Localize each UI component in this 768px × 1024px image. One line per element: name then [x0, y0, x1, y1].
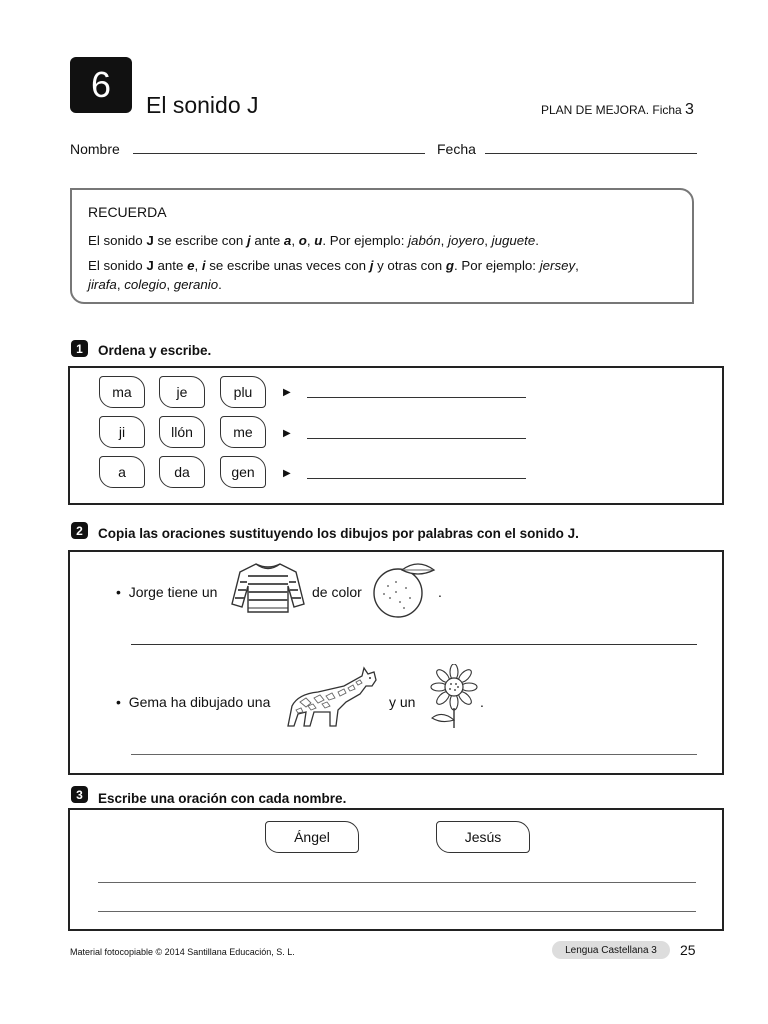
fecha-label: Fecha [437, 141, 476, 157]
page-title: El sonido J [146, 92, 259, 118]
syllable-card: je [159, 376, 205, 408]
t: jabón [408, 233, 441, 248]
unit-number: 6 [90, 64, 112, 105]
exercise-2-title: Copia las oraciones sustituyendo los dibujos por palabras con el sonido J. [98, 526, 579, 541]
unit-number-badge [70, 57, 132, 113]
syllable-card: me [220, 416, 266, 448]
t: , [291, 233, 299, 248]
recuerda-title: RECUERDA [88, 204, 167, 220]
subject-badge: Lengua Castellana 3 [552, 941, 670, 959]
t: se escribe con [153, 233, 247, 248]
name-card-angel: Ángel [265, 821, 359, 853]
t: , [166, 277, 174, 292]
answer-line[interactable] [98, 882, 696, 883]
t: . Por ejemplo: [453, 258, 540, 273]
exercise-2-number: 2 [71, 522, 88, 539]
answer-line[interactable] [98, 911, 696, 912]
sentence-2-part-a: Gema ha dibujado una [128, 694, 271, 710]
t: ante [250, 233, 284, 248]
nombre-line[interactable] [133, 153, 425, 154]
t: jersey [539, 258, 576, 273]
exercise-3-frame [68, 808, 724, 931]
t: joyero [448, 233, 485, 248]
syllable-card: da [159, 456, 205, 488]
t: o [298, 233, 307, 248]
t: , [306, 233, 315, 248]
t: a [283, 233, 292, 248]
answer-line[interactable] [307, 397, 526, 398]
syllable-card: gen [220, 456, 266, 488]
t: y otras con [373, 258, 446, 273]
t: e [187, 258, 195, 273]
t: j [246, 233, 251, 248]
exercise-1-number: 1 [71, 340, 88, 357]
syllable-card: llón [159, 416, 205, 448]
t: j [369, 258, 374, 273]
t: jirafa [88, 277, 117, 292]
sentence-1-part-c: . [438, 584, 442, 600]
t: colegio [124, 277, 167, 292]
exercise-3-number: 3 [71, 786, 88, 803]
plan-label [541, 101, 694, 119]
t: J [146, 258, 154, 273]
t: u [314, 233, 323, 248]
t: . [218, 277, 222, 292]
sentence-1: • Jorge tiene un [116, 584, 218, 600]
sentence-2-part-c: . [480, 694, 484, 710]
exercise-1-title: Ordena y escribe. [98, 343, 212, 358]
copyright-note: Material fotocopiable © 2014 Santillana Educación, S. L. [70, 947, 295, 957]
t: El sonido [88, 233, 147, 248]
sentence-1-part-a: Jorge tiene un [128, 584, 218, 600]
t: se escribe unas veces con [205, 258, 370, 273]
arrow-right-icon: ▶ [283, 387, 291, 398]
answer-line[interactable] [131, 644, 697, 645]
t: i [201, 258, 206, 273]
page-number: 25 [680, 942, 696, 958]
sentence-2: • Gema ha dibujado una [116, 694, 271, 710]
t: , [116, 277, 125, 292]
plan-number: 3 [685, 101, 694, 118]
recuerda-paragraph-1 [88, 231, 668, 250]
syllable-card: ji [99, 416, 145, 448]
sunflower-icon [420, 664, 482, 730]
plan-label-text: PLAN DE MEJORA. Ficha [541, 103, 682, 117]
orange-icon [370, 558, 438, 620]
syllable-card: ma [99, 376, 145, 408]
syllable-card: plu [220, 376, 266, 408]
t: g [445, 258, 454, 273]
t: geranio [173, 277, 219, 292]
t: J [146, 233, 154, 248]
answer-line[interactable] [307, 438, 526, 439]
t: . Por ejemplo: [322, 233, 409, 248]
t: , [575, 258, 579, 273]
sentence-2-part-b: y un [389, 694, 416, 710]
t: , [194, 258, 202, 273]
arrow-right-icon: ▶ [283, 428, 291, 439]
t: El sonido [88, 258, 147, 273]
sweater-icon [230, 560, 306, 616]
t: , [484, 233, 492, 248]
nombre-label: Nombre [70, 141, 120, 157]
arrow-right-icon: ▶ [283, 468, 291, 479]
giraffe-icon [284, 666, 382, 728]
answer-line[interactable] [307, 478, 526, 479]
t: juguete [491, 233, 536, 248]
name-card-jesus: Jesús [436, 821, 530, 853]
t: ante [153, 258, 188, 273]
exercise-3-title: Escribe una oración con cada nombre. [98, 791, 347, 806]
recuerda-paragraph-2 [88, 256, 668, 294]
sentence-1-part-b: de color [312, 584, 362, 600]
t: . [535, 233, 539, 248]
t: , [440, 233, 449, 248]
fecha-line[interactable] [485, 153, 697, 154]
answer-line[interactable] [131, 754, 697, 755]
syllable-card: a [99, 456, 145, 488]
